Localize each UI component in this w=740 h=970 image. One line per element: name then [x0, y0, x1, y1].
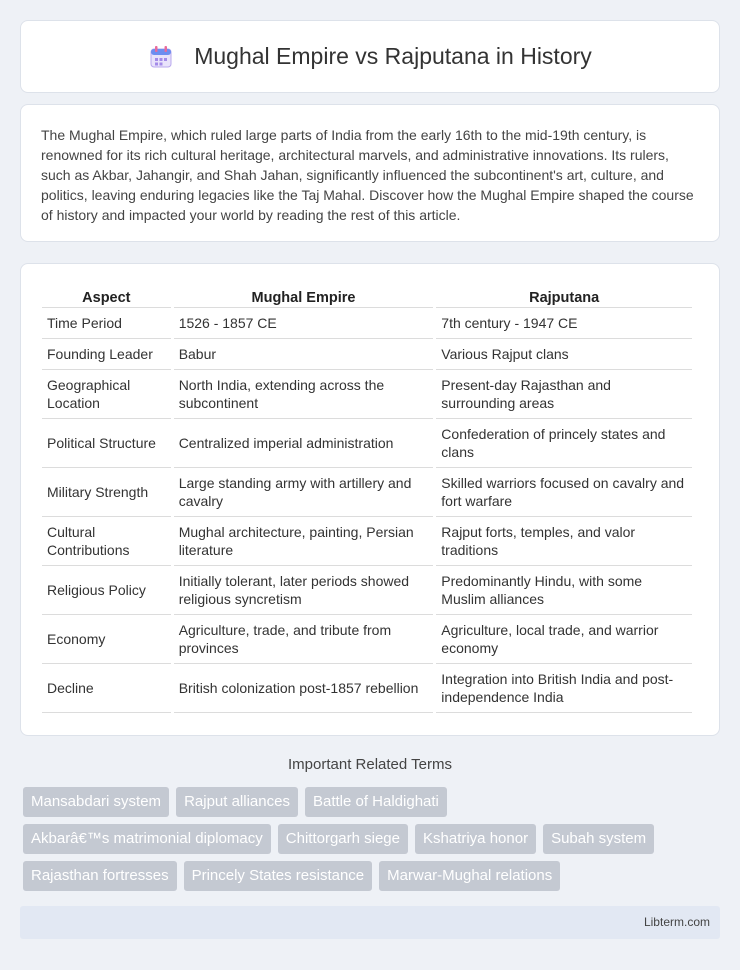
cell-aspect: Time Period — [42, 308, 171, 339]
table-row — [42, 468, 692, 517]
page-title: Mughal Empire vs Rajputana in History — [194, 43, 592, 69]
cell-mughal: Agriculture, trade, and tribute from provinces — [174, 615, 434, 664]
cell-rajputana: Present-day Rajasthan and surrounding areas — [436, 370, 692, 419]
cell-mughal: Centralized imperial administration — [174, 419, 434, 468]
cell-rajputana: 7th century - 1947 CE — [436, 308, 692, 339]
cell-mughal: Mughal architecture, painting, Persian literature — [174, 517, 434, 566]
table-row — [42, 517, 692, 566]
tag-row — [23, 787, 723, 817]
calendar-icon — [148, 44, 174, 70]
footer-brand[interactable]: Libterm.com — [643, 915, 710, 929]
cell-mughal: British colonization post-1857 rebellion — [174, 664, 434, 713]
cell-rajputana: Confederation of princely states and clans — [436, 419, 692, 468]
table-row — [42, 419, 692, 468]
tag-link[interactable]: Princely States resistance — [184, 861, 373, 891]
cell-aspect: Decline — [42, 664, 171, 713]
tag-link[interactable]: Kshatriya honor — [415, 824, 536, 854]
footer — [20, 906, 720, 939]
tag-link[interactable]: Rajasthan fortresses — [23, 861, 177, 891]
tag-link[interactable]: Rajput alliances — [176, 787, 298, 817]
cell-rajputana: Predominantly Hindu, with some Muslim alliances — [436, 566, 692, 615]
tag-link[interactable]: Akbarâ€™s matrimonial diplomacy — [23, 824, 271, 854]
table-row — [42, 308, 692, 339]
related-terms — [23, 787, 723, 898]
header-mughal: Mughal Empire — [174, 284, 434, 308]
table-row — [42, 615, 692, 664]
tag-link[interactable]: Subah system — [543, 824, 654, 854]
table-row — [42, 370, 692, 419]
cell-rajputana: Integration into British India and post-independence India — [436, 664, 692, 713]
related-terms-title: Important Related Terms — [288, 756, 452, 773]
cell-mughal: North India, extending across the subcontinent — [174, 370, 434, 419]
comparison-table — [39, 284, 695, 713]
cell-mughal: Initially tolerant, later periods showed religious syncretism — [174, 566, 434, 615]
cell-mughal: 1526 - 1857 CE — [174, 308, 434, 339]
comparison-table-card — [20, 263, 720, 736]
intro-card — [20, 104, 720, 242]
header-rajputana: Rajputana — [436, 284, 692, 308]
cell-aspect: Founding Leader — [42, 339, 171, 370]
tag-link[interactable]: Marwar-Mughal relations — [379, 861, 560, 891]
header-aspect: Aspect — [42, 284, 171, 308]
cell-aspect: Cultural Contributions — [42, 517, 171, 566]
cell-aspect: Economy — [42, 615, 171, 664]
cell-aspect: Religious Policy — [42, 566, 171, 615]
tag-row — [23, 861, 723, 891]
cell-aspect: Geographical Location — [42, 370, 171, 419]
cell-mughal: Large standing army with artillery and cavalry — [174, 468, 434, 517]
table-row — [42, 339, 692, 370]
header-card — [20, 20, 720, 93]
cell-rajputana: Agriculture, local trade, and warrior economy — [436, 615, 692, 664]
cell-rajputana: Skilled warriors focused on cavalry and fort warfare — [436, 468, 692, 517]
tag-link[interactable]: Mansabdari system — [23, 787, 169, 817]
cell-rajputana: Various Rajput clans — [436, 339, 692, 370]
cell-rajputana: Rajput forts, temples, and valor traditions — [436, 517, 692, 566]
cell-aspect: Political Structure — [42, 419, 171, 468]
tag-row — [23, 824, 723, 854]
table-row — [42, 566, 692, 615]
intro-text: The Mughal Empire, which ruled large parts of India from the early 16th to the mid-19th century, is renowned for its rich cultural heritage, architectural marvels, and administrative innovations. Its rulers, such as Akbar, Jahangir, and Shah Jahan, significantly influenced the subcontinent's art, culture, and politics, leaving enduring legacies like the Taj Mahal. Discover how the Mughal Empire shaped the course of history and impacted your world by reading the rest of this article. — [41, 127, 694, 223]
tag-link[interactable]: Chittorgarh siege — [278, 824, 408, 854]
tag-link[interactable]: Battle of Haldighati — [305, 787, 447, 817]
cell-aspect: Military Strength — [42, 468, 171, 517]
table-row — [42, 664, 692, 713]
cell-mughal: Babur — [174, 339, 434, 370]
